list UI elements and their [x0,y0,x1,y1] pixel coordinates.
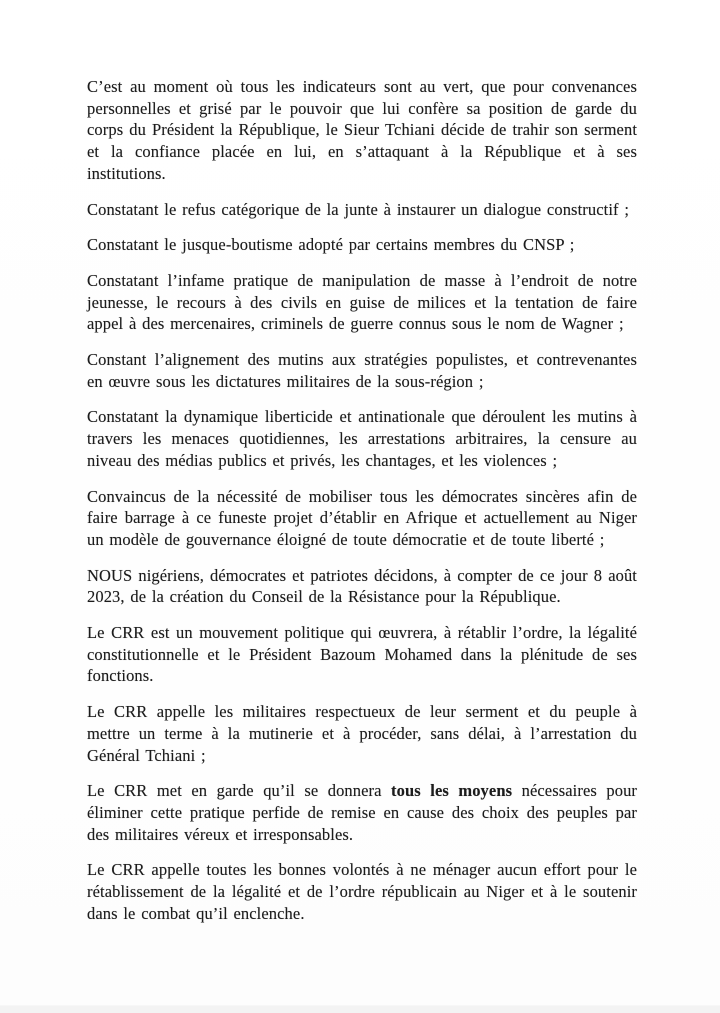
paragraph [87,701,637,766]
paragraph [87,349,637,392]
paragraph-text: Constatant le jusque-boutisme adopté par certains membres du CNSP ; [87,235,575,255]
paragraph [87,234,637,256]
paragraph [87,486,637,551]
paragraph-text: Constatant le refus catégorique de la junte à instaurer un dialogue constructif ; [87,199,630,219]
paragraph-text: Le CRR appelle toutes les bonnes volontés à ne ménager aucun effort pour le rétablissement de la légalité et de l’ordre républicain au Niger et à le soutenir dans le combat qu’il enclenche. [87,860,637,923]
paragraph-text: Constant l’alignement des mutins aux stratégies populistes, et contrevenantes en œuvre sous les dictatures militaires de la sous-région ; [87,350,637,391]
paragraph [87,622,637,687]
scan-bottom-edge [0,1005,720,1013]
paragraph [87,406,637,471]
paragraph [87,780,637,845]
paragraph-text: NOUS nigériens, démocrates et patriotes décidons, à compter de ce jour 8 août 2023, de la création du Conseil de la Résistance pour la République. [87,565,637,607]
paragraph [87,199,637,221]
paragraph-text: Convaincus de la nécessité de mobiliser tous les démocrates sincères afin de faire barrage à ce funeste projet d’établir en Afrique et actuellement au Niger un modèle de gouvernance éloigné de toute démocratie et de toute liberté ; [87,486,637,549]
paragraph-text: Le CRR est un mouvement politique qui œuvrera, à rétablir l’ordre, la légalité constitutionnelle et le Président Bazoum Mohamed dans la plénitude de ses fonctions. [87,623,637,686]
paragraph-text: C’est au moment où tous les indicateurs sont au vert, que pour convenances personnelles et grisé par le pouvoir que lui confère sa position de garde du corps du Président la République, le Sieur Tchiani décide de trahir son serment et la confiance placée en lui, en s’attaquant à la République et à ses institutions. [87,77,637,183]
paragraph-text: Constatant la dynamique liberticide et antinationale que déroulent les mutins à travers les menaces quotidiennes, les arrestations arbitraires, la censure au niveau des médias publics et privés, les chantages, et les violences ; [87,407,637,470]
paragraph [87,270,637,335]
paragraph-text: Le CRR met en garde qu’il se donnera [87,781,392,801]
paragraph-text: Constatant l’infame pratique de manipulation de masse à l’endroit de notre jeunesse, le recours à des civils en guise de milices et la tentation de faire appel à des mercenaires, criminels de guerre connus sous le nom de Wagner ; [87,270,637,334]
document-body [87,76,637,939]
paragraph [87,565,637,608]
paragraph [87,859,637,924]
paragraph-bold-text: tous les moyens [391,781,513,801]
paragraph [87,76,637,185]
paragraph-text: Le CRR appelle les militaires respectueux de leur serment et du peuple à mettre un terme à la mutinerie et à procéder, sans délai, à l’arrestation du Général Tchiani ; [87,702,637,765]
paragraph-text: nécessaires pour éliminer cette pratique perfide de remise en cause des choix des peuples par des militaires véreux et irresponsables. [87,781,638,844]
